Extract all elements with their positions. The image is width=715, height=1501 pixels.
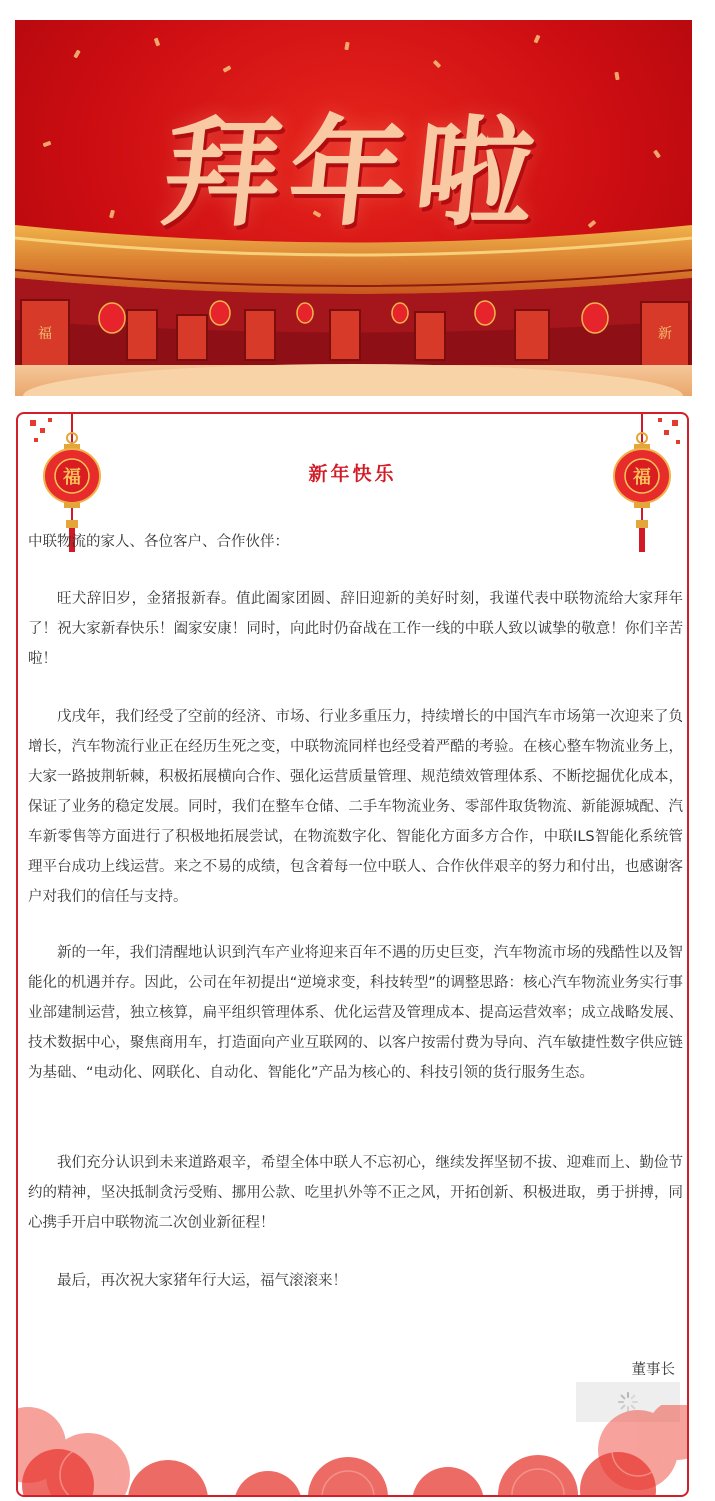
banner-title: 拜年啦 [156, 103, 549, 242]
lantern-char: 福 [63, 467, 81, 488]
lantern-char: 福 [633, 467, 651, 488]
cloud-pattern-icon [18, 1405, 687, 1495]
paragraph-5: 最后，再次祝大家猪年行大运，福气滚滚来！ [57, 1273, 347, 1289]
door-char-right: 新 [658, 326, 672, 342]
paragraph-3: 新的一年，我们清醒地认识到汽车产业将迎来百年不遇的历史巨变，汽车物流市场的残酷性以及智能化的机遇并存。因此，公司在年初提出“逆境求变，科技转型”的调整思路：核心汽车物流业务实行事业部建制运营，独立核算，扁平组织管理体系、优化运营及管理成本、提高运营效率；成立战略发展、技术数据中心，聚焦商用车，打造面向产业互联网的、以客户按需付费为导向、汽车敏捷性数字供应链为基础、“电动化、网联化、自动化、智能化”产品为核心的、科技引领的货行服务生态。 [28, 945, 683, 1081]
card-title: 新年快乐 [308, 463, 397, 485]
greeting-line: 中联物流的家人、各位客户、合作伙伴： [28, 534, 289, 550]
new-year-banner [15, 20, 692, 396]
paragraph-4: 我们充分认识到未来道路艰辛，希望全体中联人不忘初心，继续发挥坚韧不拔、迎难而上、勤俭节约的精神，坚决抵制贪污受贿、挪用公款、吃里扒外等不正之风，开拓创新、积极进取，勇于拼搏，同心携手开启中联物流二次创业新征程！ [28, 1155, 683, 1231]
signature: 董事长 [631, 1362, 675, 1378]
letter-card [16, 412, 689, 1497]
courtyard-illustration [15, 20, 692, 396]
paragraph-1: 旺犬辞旧岁，金猪报新春。值此阖家团圆、辞旧迎新的美好时刻，我谨代表中联物流给大家拜年了！祝大家新春快乐！阖家安康！同时，向此时仍奋战在工作一线的中联人致以诚挚的敬意！你们辛苦啦！ [28, 591, 683, 667]
door-char-left: 福 [38, 326, 52, 342]
paragraph-2: 戊戌年，我们经受了空前的经济、市场、行业多重压力，持续增长的中国汽车市场第一次迎来了负增长，汽车物流行业正在经历生死之变，中联物流同样也经受着严酷的考验。在核心整车物流业务上，大家一路披荆斩棘，积极拓展横向合作、强化运营质量管理、规范绩效管理体系、不断挖掘优化成本，保证了业务的稳定发展。同时，我们在整车仓储、二手车物流业务、零部件取货物流、新能源城配、汽车新零售等方面进行了积极地拓展尝试，在物流数字化、智能化方面多方合作，中联ILS智能化系统管理平台成功上线运营。来之不易的成绩，包含着每一位中联人、合作伙伴艰辛的努力和付出，也感谢客户对我们的信任与支持。 [28, 709, 683, 905]
